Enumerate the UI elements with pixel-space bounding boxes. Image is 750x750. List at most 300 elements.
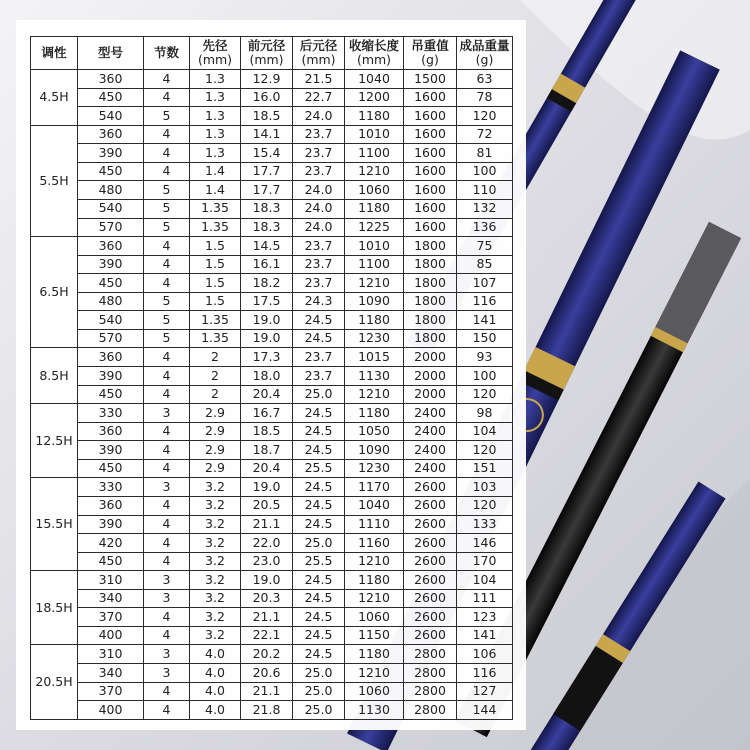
table-cell: 141 — [457, 626, 513, 645]
table-cell: 1.4 — [190, 162, 241, 181]
table-cell: 1060 — [345, 181, 404, 200]
table-cell: 1.5 — [190, 292, 241, 311]
table-cell: 133 — [457, 515, 513, 534]
table-cell: 1180 — [345, 404, 404, 423]
table-cell: 1230 — [345, 329, 404, 348]
table-row — [31, 441, 513, 460]
table-cell: 2.9 — [190, 441, 241, 460]
table-cell: 4.0 — [190, 664, 241, 683]
table-row — [31, 237, 513, 256]
table-cell: 1110 — [345, 515, 404, 534]
table-cell: 72 — [457, 125, 513, 144]
table-cell: 390 — [78, 441, 144, 460]
table-cell: 24.0 — [293, 218, 345, 237]
table-cell: 120 — [457, 107, 513, 126]
table-cell: 390 — [78, 144, 144, 163]
table-cell: 1180 — [345, 107, 404, 126]
table-cell: 1800 — [404, 274, 457, 293]
table-cell: 4 — [144, 367, 190, 386]
table-cell: 24.5 — [293, 311, 345, 330]
table-cell: 1210 — [345, 664, 404, 683]
table-cell: 78 — [457, 88, 513, 107]
table-cell: 2000 — [404, 367, 457, 386]
table-cell: 450 — [78, 459, 144, 478]
table-cell: 400 — [78, 626, 144, 645]
table-cell: 370 — [78, 682, 144, 701]
table-cell: 1210 — [345, 162, 404, 181]
table-cell: 1.5 — [190, 237, 241, 256]
table-cell: 24.0 — [293, 181, 345, 200]
table-cell: 25.5 — [293, 552, 345, 571]
table-cell: 16.0 — [241, 88, 293, 107]
table-cell: 24.5 — [293, 422, 345, 441]
table-cell: 4 — [144, 255, 190, 274]
table-row — [31, 626, 513, 645]
table-cell: 2000 — [404, 348, 457, 367]
table-cell: 1180 — [345, 311, 404, 330]
table-cell: 1210 — [345, 589, 404, 608]
table-cell: 1800 — [404, 237, 457, 256]
table-cell: 18.5 — [241, 422, 293, 441]
table-cell: 19.0 — [241, 311, 293, 330]
table-cell: 2800 — [404, 645, 457, 664]
table-cell: 4 — [144, 162, 190, 181]
spec-table — [30, 36, 513, 720]
table-cell: 1600 — [404, 125, 457, 144]
table-row — [31, 552, 513, 571]
table-cell: 23.7 — [293, 367, 345, 386]
table-cell: 4 — [144, 682, 190, 701]
table-cell: 450 — [78, 274, 144, 293]
table-cell: 20.3 — [241, 589, 293, 608]
table-cell: 2600 — [404, 589, 457, 608]
table-cell: 1090 — [345, 441, 404, 460]
table-cell: 1160 — [345, 534, 404, 553]
table-cell: 540 — [78, 199, 144, 218]
table-cell: 12.9 — [241, 70, 293, 89]
table-cell: 24.3 — [293, 292, 345, 311]
table-row — [31, 255, 513, 274]
table-cell: 570 — [78, 329, 144, 348]
header-model: 型号 — [78, 37, 144, 70]
table-cell: 24.0 — [293, 107, 345, 126]
table-cell: 1.3 — [190, 70, 241, 89]
table-cell: 5 — [144, 107, 190, 126]
table-row — [31, 534, 513, 553]
table-row — [31, 348, 513, 367]
table-cell: 4 — [144, 534, 190, 553]
table-cell: 360 — [78, 70, 144, 89]
action-group-label: 20.5H — [31, 645, 78, 720]
table-cell: 1230 — [345, 459, 404, 478]
table-cell: 22.1 — [241, 626, 293, 645]
table-cell: 1015 — [345, 348, 404, 367]
table-cell: 4 — [144, 441, 190, 460]
table-cell: 4 — [144, 125, 190, 144]
table-cell: 81 — [457, 144, 513, 163]
table-cell: 2800 — [404, 682, 457, 701]
table-cell: 4 — [144, 626, 190, 645]
table-cell: 2600 — [404, 571, 457, 590]
table-cell: 1130 — [345, 367, 404, 386]
action-group-label: 5.5H — [31, 125, 78, 236]
table-cell: 1210 — [345, 552, 404, 571]
table-cell: 24.0 — [293, 199, 345, 218]
table-cell: 24.5 — [293, 589, 345, 608]
table-row — [31, 329, 513, 348]
table-cell: 1.3 — [190, 88, 241, 107]
table-cell: 340 — [78, 664, 144, 683]
table-cell: 4 — [144, 701, 190, 720]
table-cell: 2600 — [404, 534, 457, 553]
table-cell: 330 — [78, 478, 144, 497]
table-cell: 20.4 — [241, 385, 293, 404]
table-row — [31, 571, 513, 590]
table-row — [31, 515, 513, 534]
table-cell: 2600 — [404, 608, 457, 627]
table-cell: 17.5 — [241, 292, 293, 311]
table-cell: 4 — [144, 70, 190, 89]
table-cell: 24.5 — [293, 478, 345, 497]
table-cell: 2600 — [404, 626, 457, 645]
table-cell: 1200 — [345, 88, 404, 107]
table-cell: 4 — [144, 459, 190, 478]
header-rear-diameter: 后元径 (mm) — [293, 37, 345, 70]
table-cell: 310 — [78, 645, 144, 664]
table-cell: 5 — [144, 292, 190, 311]
table-cell: 420 — [78, 534, 144, 553]
table-row — [31, 274, 513, 293]
table-cell: 93 — [457, 348, 513, 367]
table-cell: 360 — [78, 422, 144, 441]
table-cell: 4 — [144, 237, 190, 256]
table-cell: 330 — [78, 404, 144, 423]
table-cell: 360 — [78, 125, 144, 144]
table-cell: 146 — [457, 534, 513, 553]
table-cell: 1600 — [404, 162, 457, 181]
table-cell: 1050 — [345, 422, 404, 441]
table-cell: 144 — [457, 701, 513, 720]
table-cell: 18.5 — [241, 107, 293, 126]
table-row — [31, 645, 513, 664]
table-row — [31, 701, 513, 720]
table-cell: 23.7 — [293, 348, 345, 367]
table-cell: 25.0 — [293, 682, 345, 701]
header-product-weight: 成品重量 (g) — [457, 37, 513, 70]
table-cell: 1800 — [404, 311, 457, 330]
table-cell: 3 — [144, 645, 190, 664]
table-cell: 3.2 — [190, 571, 241, 590]
table-cell: 25.0 — [293, 701, 345, 720]
table-cell: 20.6 — [241, 664, 293, 683]
table-cell: 4 — [144, 552, 190, 571]
table-cell: 136 — [457, 218, 513, 237]
table-cell: 22.0 — [241, 534, 293, 553]
table-cell: 2800 — [404, 701, 457, 720]
table-cell: 4.0 — [190, 701, 241, 720]
table-row — [31, 125, 513, 144]
table-cell: 1.35 — [190, 329, 241, 348]
table-cell: 23.7 — [293, 162, 345, 181]
action-group-label: 18.5H — [31, 571, 78, 645]
table-cell: 3 — [144, 664, 190, 683]
table-cell: 132 — [457, 199, 513, 218]
table-cell: 1600 — [404, 199, 457, 218]
table-cell: 2400 — [404, 459, 457, 478]
table-cell: 1010 — [345, 125, 404, 144]
table-cell: 360 — [78, 496, 144, 515]
table-row — [31, 682, 513, 701]
table-cell: 170 — [457, 552, 513, 571]
table-cell: 23.7 — [293, 144, 345, 163]
table-cell: 1100 — [345, 255, 404, 274]
table-cell: 1180 — [345, 571, 404, 590]
table-cell: 1040 — [345, 496, 404, 515]
table-cell: 1800 — [404, 292, 457, 311]
table-cell: 25.0 — [293, 664, 345, 683]
table-row — [31, 292, 513, 311]
table-cell: 25.5 — [293, 459, 345, 478]
table-cell: 390 — [78, 255, 144, 274]
table-cell: 24.5 — [293, 645, 345, 664]
table-cell: 116 — [457, 664, 513, 683]
table-cell: 24.5 — [293, 404, 345, 423]
table-row — [31, 199, 513, 218]
table-row — [31, 162, 513, 181]
table-cell: 4 — [144, 422, 190, 441]
table-cell: 1090 — [345, 292, 404, 311]
table-cell: 1130 — [345, 701, 404, 720]
table-cell: 1600 — [404, 107, 457, 126]
table-cell: 24.5 — [293, 608, 345, 627]
table-cell: 2600 — [404, 478, 457, 497]
table-cell: 21.1 — [241, 515, 293, 534]
table-cell: 21.1 — [241, 682, 293, 701]
table-cell: 1040 — [345, 70, 404, 89]
table-cell: 1210 — [345, 274, 404, 293]
table-row — [31, 459, 513, 478]
table-row — [31, 385, 513, 404]
table-cell: 1800 — [404, 329, 457, 348]
table-cell: 2.9 — [190, 422, 241, 441]
table-cell: 19.0 — [241, 329, 293, 348]
table-cell: 2.9 — [190, 459, 241, 478]
table-cell: 21.8 — [241, 701, 293, 720]
action-group-label: 12.5H — [31, 404, 78, 478]
table-cell: 106 — [457, 645, 513, 664]
action-group-label: 6.5H — [31, 237, 78, 348]
table-cell: 3.2 — [190, 626, 241, 645]
table-cell: 17.7 — [241, 181, 293, 200]
table-cell: 127 — [457, 682, 513, 701]
table-cell: 1060 — [345, 682, 404, 701]
table-cell: 570 — [78, 218, 144, 237]
table-cell: 24.5 — [293, 441, 345, 460]
table-cell: 120 — [457, 441, 513, 460]
table-cell: 1600 — [404, 144, 457, 163]
header-front-diameter: 前元径 (mm) — [241, 37, 293, 70]
table-cell: 4 — [144, 144, 190, 163]
table-cell: 1100 — [345, 144, 404, 163]
table-row — [31, 144, 513, 163]
table-cell: 16.7 — [241, 404, 293, 423]
table-cell: 19.0 — [241, 571, 293, 590]
table-cell: 24.5 — [293, 496, 345, 515]
table-row — [31, 311, 513, 330]
table-cell: 18.3 — [241, 218, 293, 237]
table-cell: 390 — [78, 515, 144, 534]
table-cell: 19.0 — [241, 478, 293, 497]
table-cell: 2400 — [404, 422, 457, 441]
table-cell: 100 — [457, 367, 513, 386]
table-cell: 2 — [190, 348, 241, 367]
table-row — [31, 70, 513, 89]
action-group-label: 8.5H — [31, 348, 78, 404]
table-cell: 1.5 — [190, 274, 241, 293]
table-cell: 3.2 — [190, 478, 241, 497]
table-cell: 21.5 — [293, 70, 345, 89]
table-cell: 1.35 — [190, 199, 241, 218]
table-cell: 150 — [457, 329, 513, 348]
table-row — [31, 664, 513, 683]
header-closed-length: 收缩长度 (mm) — [345, 37, 404, 70]
table-cell: 3.2 — [190, 608, 241, 627]
table-cell: 1800 — [404, 255, 457, 274]
table-cell: 63 — [457, 70, 513, 89]
table-cell: 123 — [457, 608, 513, 627]
table-row — [31, 367, 513, 386]
table-cell: 103 — [457, 478, 513, 497]
table-cell: 3 — [144, 478, 190, 497]
table-cell: 1.5 — [190, 255, 241, 274]
table-cell: 116 — [457, 292, 513, 311]
table-cell: 151 — [457, 459, 513, 478]
table-cell: 390 — [78, 367, 144, 386]
table-row — [31, 218, 513, 237]
table-cell: 2600 — [404, 496, 457, 515]
table-cell: 1600 — [404, 88, 457, 107]
table-cell: 104 — [457, 422, 513, 441]
table-cell: 141 — [457, 311, 513, 330]
table-cell: 107 — [457, 274, 513, 293]
table-cell: 2 — [190, 367, 241, 386]
table-cell: 2600 — [404, 552, 457, 571]
table-cell: 450 — [78, 88, 144, 107]
table-cell: 110 — [457, 181, 513, 200]
table-cell: 4 — [144, 385, 190, 404]
table-cell: 1010 — [345, 237, 404, 256]
table-cell: 4 — [144, 608, 190, 627]
table-cell: 450 — [78, 162, 144, 181]
table-cell: 370 — [78, 608, 144, 627]
table-cell: 18.3 — [241, 199, 293, 218]
table-cell: 20.4 — [241, 459, 293, 478]
table-cell: 360 — [78, 348, 144, 367]
table-cell: 85 — [457, 255, 513, 274]
table-cell: 25.0 — [293, 385, 345, 404]
table-cell: 540 — [78, 311, 144, 330]
header-action: 调性 — [31, 37, 78, 70]
table-cell: 23.7 — [293, 255, 345, 274]
table-row — [31, 608, 513, 627]
table-row — [31, 181, 513, 200]
table-cell: 20.2 — [241, 645, 293, 664]
table-cell: 2 — [190, 385, 241, 404]
table-cell: 1600 — [404, 181, 457, 200]
table-cell: 1180 — [345, 199, 404, 218]
spec-table-body — [31, 70, 513, 720]
table-cell: 14.1 — [241, 125, 293, 144]
table-row — [31, 496, 513, 515]
table-cell: 104 — [457, 571, 513, 590]
table-cell: 3 — [144, 589, 190, 608]
table-cell: 480 — [78, 292, 144, 311]
table-cell: 24.5 — [293, 329, 345, 348]
table-cell: 3 — [144, 571, 190, 590]
table-cell: 5 — [144, 329, 190, 348]
table-cell: 21.1 — [241, 608, 293, 627]
action-group-label: 4.5H — [31, 70, 78, 126]
table-cell: 17.3 — [241, 348, 293, 367]
table-cell: 1500 — [404, 70, 457, 89]
table-cell: 24.5 — [293, 626, 345, 645]
action-group-label: 15.5H — [31, 478, 78, 571]
table-row — [31, 589, 513, 608]
table-cell: 310 — [78, 571, 144, 590]
table-cell: 4 — [144, 496, 190, 515]
table-cell: 2400 — [404, 441, 457, 460]
table-cell: 1.4 — [190, 181, 241, 200]
table-cell: 2600 — [404, 515, 457, 534]
table-cell: 75 — [457, 237, 513, 256]
table-cell: 5 — [144, 218, 190, 237]
table-cell: 4 — [144, 515, 190, 534]
table-cell: 24.5 — [293, 515, 345, 534]
table-cell: 480 — [78, 181, 144, 200]
table-cell: 18.7 — [241, 441, 293, 460]
table-cell: 4.0 — [190, 682, 241, 701]
table-cell: 540 — [78, 107, 144, 126]
table-cell: 1180 — [345, 645, 404, 664]
table-cell: 3.2 — [190, 515, 241, 534]
table-row — [31, 422, 513, 441]
table-cell: 15.4 — [241, 144, 293, 163]
table-row — [31, 107, 513, 126]
table-cell: 1.3 — [190, 125, 241, 144]
table-cell: 22.7 — [293, 88, 345, 107]
table-cell: 2000 — [404, 385, 457, 404]
table-row — [31, 478, 513, 497]
table-cell: 23.7 — [293, 237, 345, 256]
table-cell: 1170 — [345, 478, 404, 497]
table-cell: 1.3 — [190, 144, 241, 163]
table-cell: 360 — [78, 237, 144, 256]
table-cell: 3.2 — [190, 534, 241, 553]
table-cell: 2.9 — [190, 404, 241, 423]
table-cell: 1225 — [345, 218, 404, 237]
table-cell: 1600 — [404, 218, 457, 237]
table-cell: 120 — [457, 385, 513, 404]
table-cell: 3.2 — [190, 496, 241, 515]
table-cell: 98 — [457, 404, 513, 423]
table-cell: 23.7 — [293, 274, 345, 293]
table-cell: 23.7 — [293, 125, 345, 144]
table-cell: 17.7 — [241, 162, 293, 181]
table-cell: 340 — [78, 589, 144, 608]
table-cell: 3.2 — [190, 552, 241, 571]
table-cell: 4.0 — [190, 645, 241, 664]
table-cell: 3.2 — [190, 589, 241, 608]
